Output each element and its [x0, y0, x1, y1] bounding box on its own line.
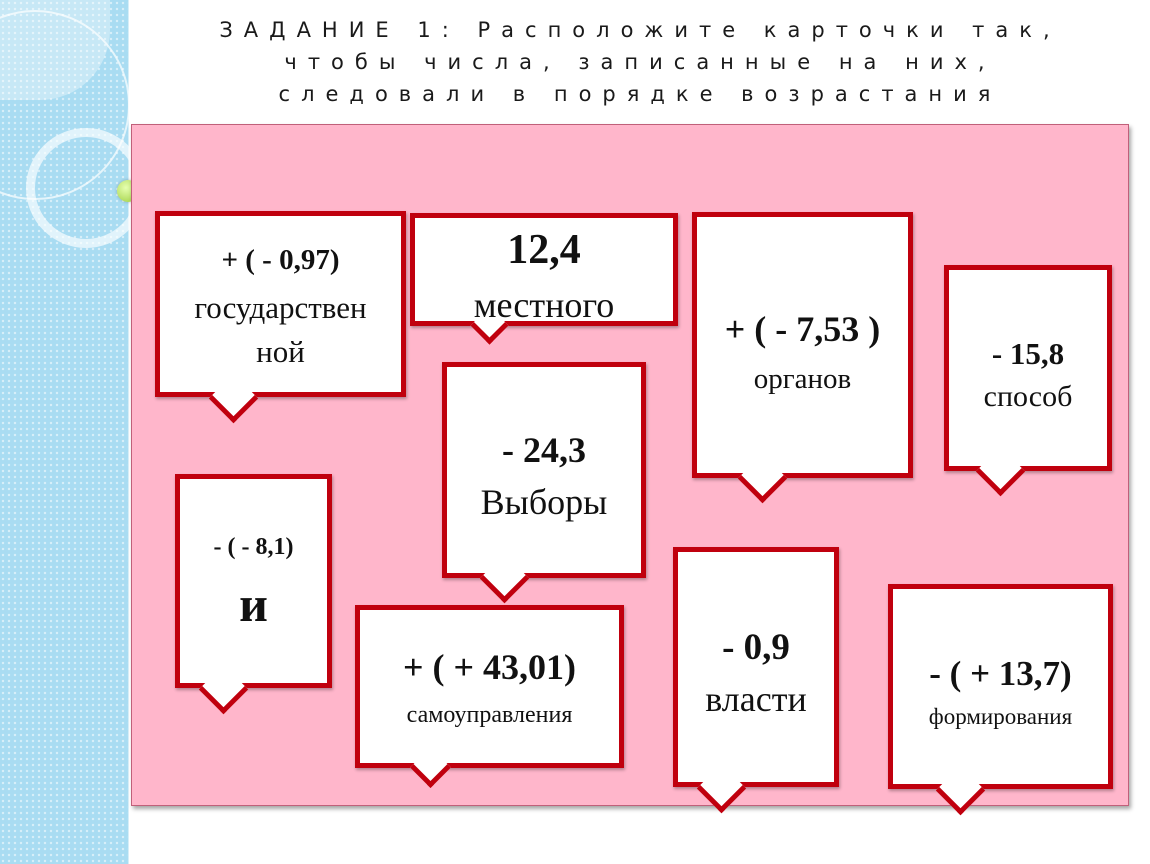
card-word: самоуправления: [406, 702, 573, 728]
card-word: и: [239, 576, 268, 632]
card-gosudarstvennoy[interactable]: [155, 211, 406, 397]
card-word-line1: государствен: [194, 290, 367, 325]
card-number: - ( + 13,7): [929, 654, 1072, 693]
card-number: + ( - 0,97): [221, 244, 340, 276]
card-organov[interactable]: [692, 212, 913, 478]
card-samoupravleniya[interactable]: [355, 605, 624, 768]
title-line-2: чтобы числа, записанные на них,: [284, 50, 996, 74]
card-formirovaniya[interactable]: [888, 584, 1113, 789]
card-vlasti[interactable]: [673, 547, 839, 787]
card-number: 12,4: [507, 227, 581, 273]
card-i[interactable]: [175, 474, 332, 688]
title-line-3: следовали в порядке возрастания: [278, 82, 1002, 106]
card-mestnogo[interactable]: [410, 213, 678, 326]
card-vybory[interactable]: [442, 362, 646, 578]
card-word: местного: [473, 285, 615, 325]
card-word: способ: [983, 380, 1073, 413]
card-number: - 15,8: [991, 336, 1065, 371]
card-number: - ( - 8,1): [213, 534, 294, 560]
card-number: + ( - 7,53 ): [724, 309, 881, 349]
card-sposob[interactable]: [944, 265, 1112, 471]
card-word: формирования: [928, 704, 1073, 729]
card-word: власти: [705, 679, 807, 719]
card-number: - 0,9: [722, 627, 790, 668]
title-line-1: ЗАДАНИЕ 1: Расположите карточки так,: [219, 18, 1061, 42]
slide-title: [160, 14, 1120, 110]
card-word-line2: ной: [256, 334, 305, 369]
card-number: - 24,3: [502, 430, 586, 470]
card-word: Выборы: [480, 482, 608, 522]
card-word: органов: [753, 363, 852, 395]
card-number: + ( + 43,01): [402, 647, 576, 687]
card-tail: [936, 766, 985, 815]
